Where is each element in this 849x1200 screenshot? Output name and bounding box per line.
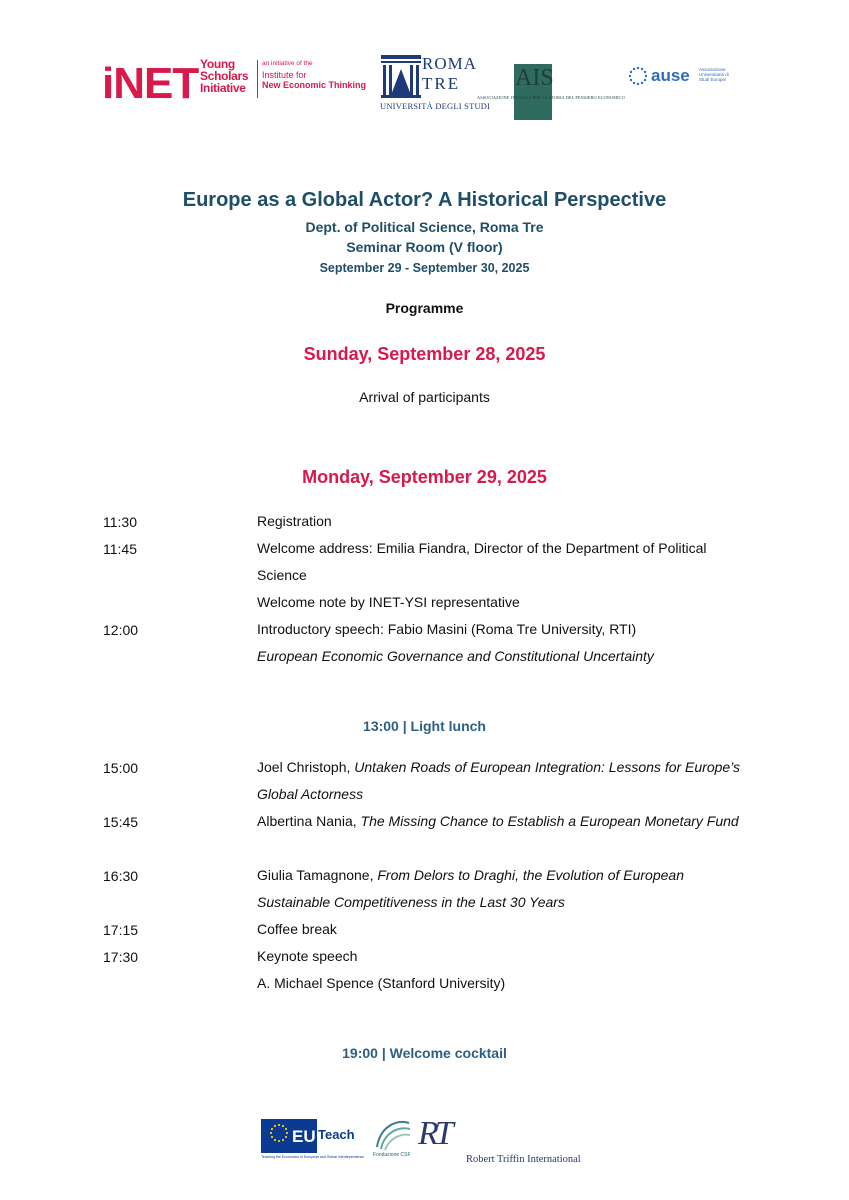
robert-triffin-logo: [418, 1115, 598, 1167]
teach-word: Teach: [318, 1127, 355, 1142]
ysi-tagline: an initiative of the: [262, 60, 313, 67]
eu-word: EU: [292, 1127, 316, 1146]
schedule-item-main: Introductory speech: Fabio Masini (Roma Tre University, RTI): [257, 621, 637, 637]
csf-word: Fondazione CSF: [373, 1152, 411, 1158]
schedule-time: 17:30: [103, 949, 139, 965]
fondazione-csf-logo: [370, 1115, 416, 1161]
schedule-time: 11:45: [103, 541, 137, 557]
schedule-speaker: Albertina Nania,: [257, 813, 357, 829]
aispe-word-right: PE: [553, 65, 582, 91]
schedule-speaker: Joel Christoph,: [257, 759, 351, 775]
aispe-word: [515, 66, 582, 90]
rt-monogram: RT: [418, 1115, 450, 1152]
ysi-institute-line2: New Economic Thinking: [262, 80, 367, 90]
ysi-logo: [200, 58, 378, 102]
roma-tre-logo: [380, 54, 491, 121]
aispe-subtitle: ASSOCIAZIONE ITALIANA PER LA STORIA DEL PENSIERO ECONOMICO: [477, 95, 625, 100]
eu-teach-subtitle: Teaching the Economics of European and Global Interdependence: [261, 1155, 365, 1159]
event-title: Europe as a Global Actor? A Historical Perspective: [182, 189, 667, 211]
ysi-institute: [262, 70, 382, 90]
schedule-item: [257, 616, 757, 670]
csf-swirl-icon: [374, 1117, 412, 1151]
schedule-talk-title: The Missing Chance to Establish a European Monetary Fund: [360, 813, 739, 829]
schedule-time: 17:15: [103, 922, 139, 938]
cocktail-break: 19:00 | Welcome cocktail: [342, 1045, 507, 1061]
schedule-speaker: Giulia Tamagnone,: [257, 867, 374, 883]
lunch-break: 13:00 | Light lunch: [363, 718, 486, 734]
schedule-time: 15:45: [103, 814, 139, 830]
ysi-name: Young Scholars Initiative: [200, 57, 249, 95]
ause-logo: [628, 66, 728, 96]
schedule-time: 15:00: [103, 760, 139, 776]
ysi-divider: [257, 60, 258, 98]
schedule-item: Registration: [257, 513, 332, 529]
schedule-item: Keynote speech: [257, 948, 358, 964]
arrival-text: Arrival of participants: [359, 389, 490, 405]
roma-tre-subtitle: UNIVERSITÀ DEGLI STUDI: [380, 101, 491, 111]
schedule-item: [257, 754, 757, 808]
ause-stars-icon: [628, 66, 648, 86]
roma-tre-emblem-icon: [380, 55, 422, 99]
schedule-item: [257, 862, 757, 916]
schedule-time: 12:00: [103, 622, 139, 638]
eu-teach-logo: [261, 1119, 363, 1159]
event-dates: September 29 - September 30, 2025: [319, 261, 530, 275]
schedule-talk-title: From Delors to Draghi, the Evolution of European Sustainable Competitiveness in the Last 30 Years: [257, 867, 684, 910]
ause-subtitle: Associazione Universitaria di Studi Europei: [699, 67, 729, 82]
schedule-talk-title: Untaken Roads of European Integration: Lessons for Europe’s Global Actorness: [257, 759, 741, 802]
aispe-logo: [477, 64, 637, 120]
schedule-item: [257, 808, 757, 835]
rti-word: Robert Triffin International: [466, 1154, 581, 1165]
schedule-item: Welcome note by INET-YSI representative: [257, 594, 520, 610]
schedule-item-talk-title: European Economic Governance and Constitutional Uncertainty: [257, 648, 654, 664]
inet-logo: iNET: [102, 59, 199, 108]
day1-heading: Sunday, September 28, 2025: [303, 344, 546, 364]
schedule-item: Welcome address: Emilia Fiandra, Director of the Department of Political Science: [257, 540, 707, 583]
ysi-institute-line1: Institute for: [262, 70, 307, 80]
tre-word: TRE: [422, 74, 461, 93]
schedule-item: Coffee break: [257, 921, 337, 937]
programme-heading: Programme: [385, 300, 464, 316]
aispe-word-left: AIS: [515, 65, 554, 91]
schedule-time: 11:30: [103, 514, 137, 530]
roma-word: ROMA: [422, 54, 478, 73]
eu-flag-icon: [261, 1119, 317, 1153]
day2-heading: Monday, September 29, 2025: [302, 467, 547, 487]
event-room: Seminar Room (V floor): [346, 239, 503, 255]
schedule-item: A. Michael Spence (Stanford University): [257, 975, 506, 991]
schedule-time: 16:30: [103, 868, 139, 884]
ause-word: ause: [651, 66, 690, 85]
event-department: Dept. of Political Science, Roma Tre: [305, 219, 544, 235]
